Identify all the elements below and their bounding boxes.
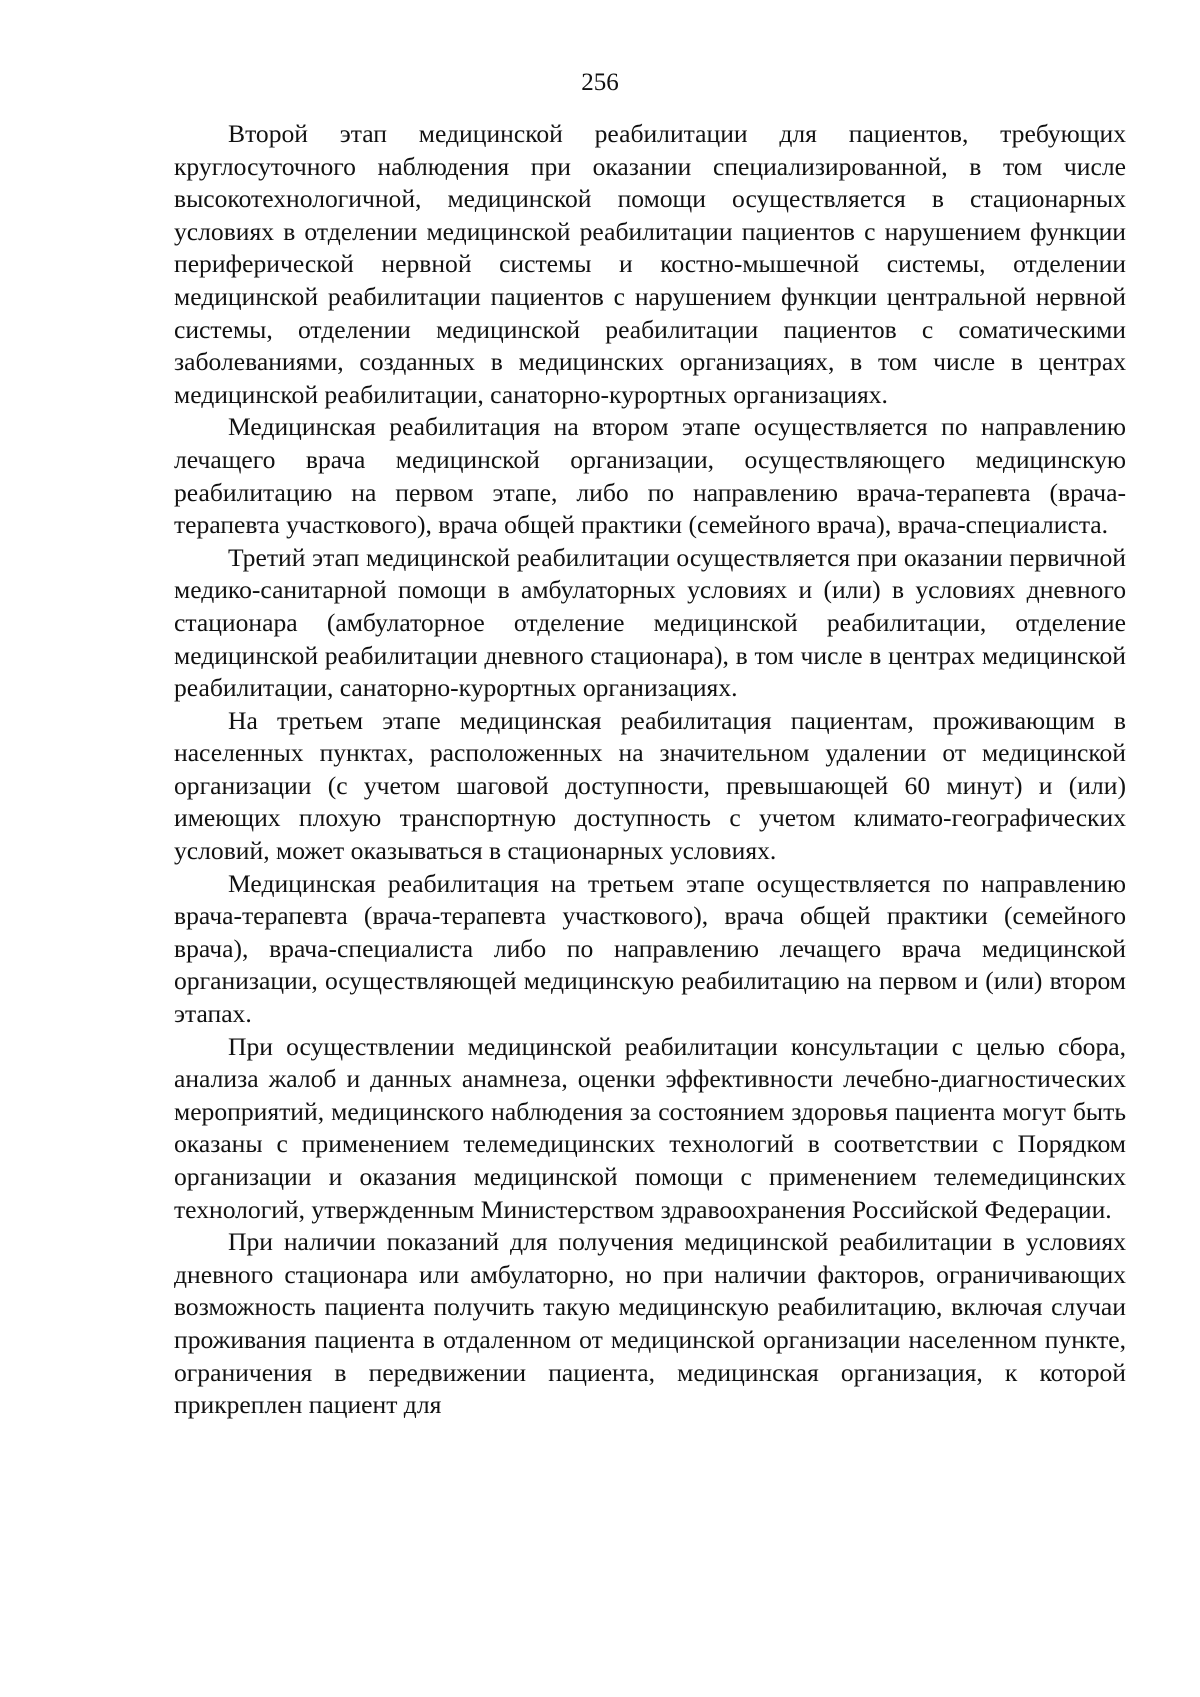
paragraph-second-stage: Второй этап медицинской реабилитации для пациентов, требующих круглосуточного наблюдения при оказании специализированной, в том числе высокотехнологичной, медицинской помощи осуществляется в стационарных условиях в отделении медицинской реабилитации пациентов с нарушением функции периферической нервной системы и костно-мышечной системы, отделении медицинской реабилитации пациентов с нарушением функции центральной нервной системы, отделении медицинской реабилитации пациентов с соматическими заболеваниями, созданных в медицинских организациях, в том числе в центрах медицинской реабилитации, санаторно-курортных организациях. [174,119,1126,409]
paragraph-second-stage-referral: Медицинская реабилитация на втором этапе осуществляется по направлению лечащего врача медицинской организации, осуществляющего медицинскую реабилитацию на первом этапе, либо по направлению врача-терапевта (врача-терапевта участкового), врача общей практики (семейного врача), врача-специалиста. [174,412,1126,540]
paragraph-third-stage-remote: На третьем этапе медицинская реабилитация пациентам, проживающим в населенных пунктах, расположенных на значительном удалении от медицинской организации (с учетом шаговой доступности, превышающей 60 минут) и (или) имеющих плохую транспортную доступность с учетом климато-географических условий, может оказываться в стационарных условиях. [174,705,1126,866]
paragraph-telemedicine: При осуществлении медицинской реабилитации консультации с целью сбора, анализа жалоб и данных анамнеза, оценки эффективности лечебно-диагностических мероприятий, медицинского наблюдения за состоянием здоровья пациента могут быть оказаны с применением телемедицинских технологий в соответствии с Порядком организации и оказания медицинской помощи с применением телемедицинских технологий, утвержденным Министерством здравоохранения Российской Федерации. [174,1031,1126,1224]
paragraph-third-stage: Третий этап медицинской реабилитации осуществляется при оказании первичной медико-санитарной помощи в амбулаторных условиях и (или) в условиях дневного стационара (амбулаторное отделение медицинской реабилитации, отделение медицинской реабилитации дневного стационара), в том числе в центрах медицинской реабилитации, санаторно-курортных организациях. [174,542,1126,703]
paragraph-outpatient-indications: При наличии показаний для получения медицинской реабилитации в условиях дневного стационара или амбулаторно, но при наличии факторов, ограничивающих возможность пациента получить такую медицинскую реабилитацию, включая случаи проживания пациента в отдаленном от медицинской организации населенном пункте, ограничения в передвижении пациента, медицинская организация, к которой прикреплен пациент для [174,1227,1126,1420]
text-body [174,118,1126,1422]
page-number: 256 [581,69,619,96]
paragraph-third-stage-referral: Медицинская реабилитация на третьем этапе осуществляется по направлению врача-терапевта (врача-терапевта участкового), врача общей практики (семейного врача), врача-специалиста либо по направлению лечащего врача медицинской организации, осуществляющей медицинскую реабилитацию на первом и (или) втором этапах. [174,868,1126,1029]
